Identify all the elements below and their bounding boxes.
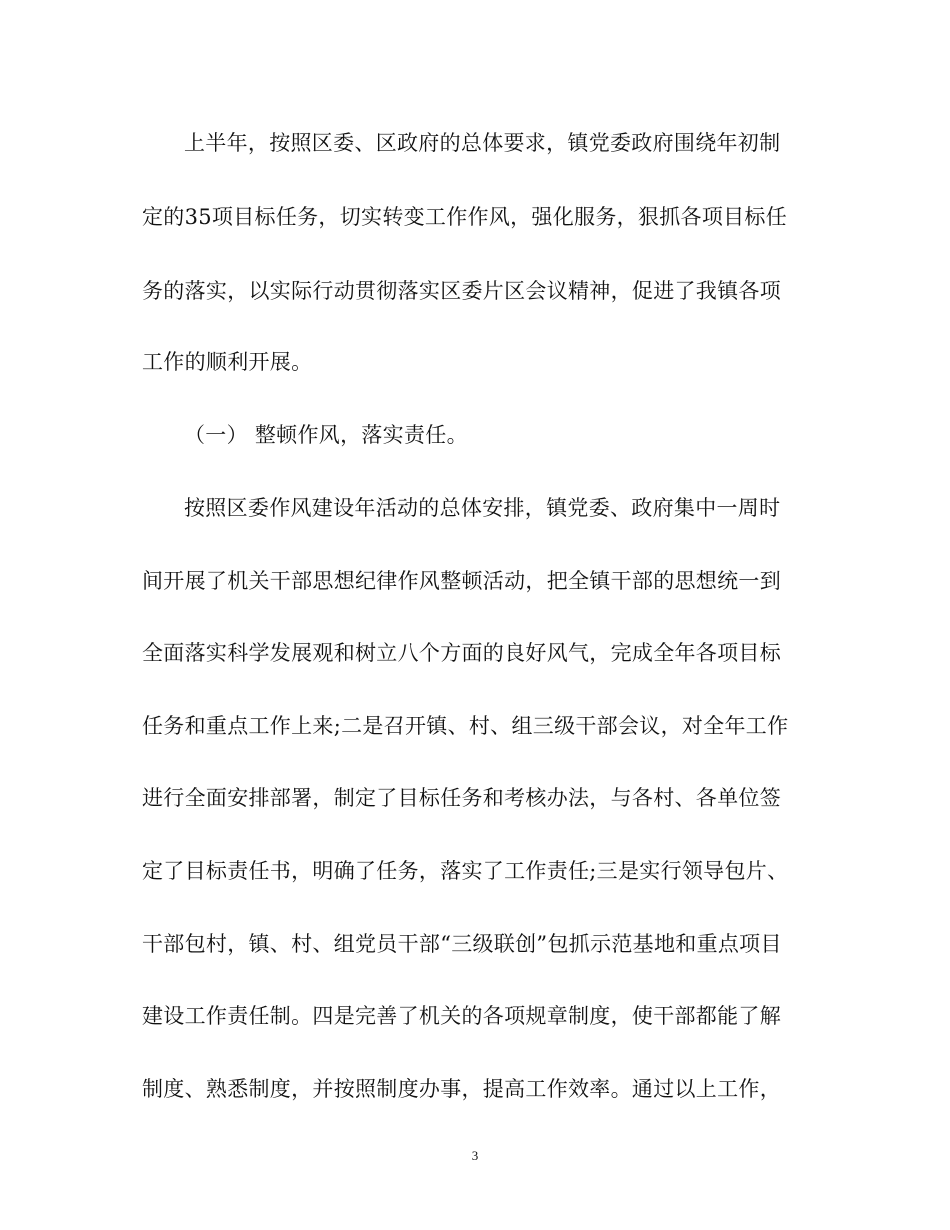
paragraph-line: 进行全面安排部署，制定了目标任务和考核办法，与各村、各单位签	[142, 786, 781, 810]
paragraph-line: 建设工作责任制。四是完善了机关的各项规章制度，使干部都能了解	[142, 1004, 781, 1028]
paragraph-line: 工作的顺利开展。	[142, 350, 313, 374]
section-heading: （一） 整顿作风，落实责任。	[184, 423, 468, 447]
paragraph-line: 干部包村，镇、村、组党员干部“三级联创”包抓示范基地和重点项目	[142, 932, 782, 956]
paragraph-line: 间开展了机关干部思想纪律作风整顿活动，把全镇干部的思想统一到	[142, 569, 781, 593]
paragraph-line: 全面落实科学发展观和树立八个方面的良好风气，完成全年各项目标	[142, 641, 781, 665]
paragraph-line: 务的落实，以实际行动贯彻落实区委片区会议精神，促进了我镇各项	[142, 279, 781, 303]
paragraph-line: 制度、熟悉制度，并按照制度办事，提高工作效率。通过以上工作，	[142, 1077, 781, 1101]
paragraph-line: 上半年，按照区委、区政府的总体要求，镇党委政府围绕年初制	[184, 131, 781, 155]
paragraph-line: 按照区委作风建设年活动的总体安排，镇党委、政府集中一周时	[184, 496, 781, 520]
paragraph-line: 定的35项目标任务，切实转变工作作风，强化服务，狠抓各项目标任	[142, 205, 788, 229]
paragraph-line: 定了目标责任书，明确了任务，落实了工作责任;三是实行领导包片、	[142, 859, 789, 883]
paragraph-line: 任务和重点工作上来;二是召开镇、村、组三级干部会议，对全年工作	[142, 714, 789, 738]
page-number: 3	[471, 1148, 479, 1163]
